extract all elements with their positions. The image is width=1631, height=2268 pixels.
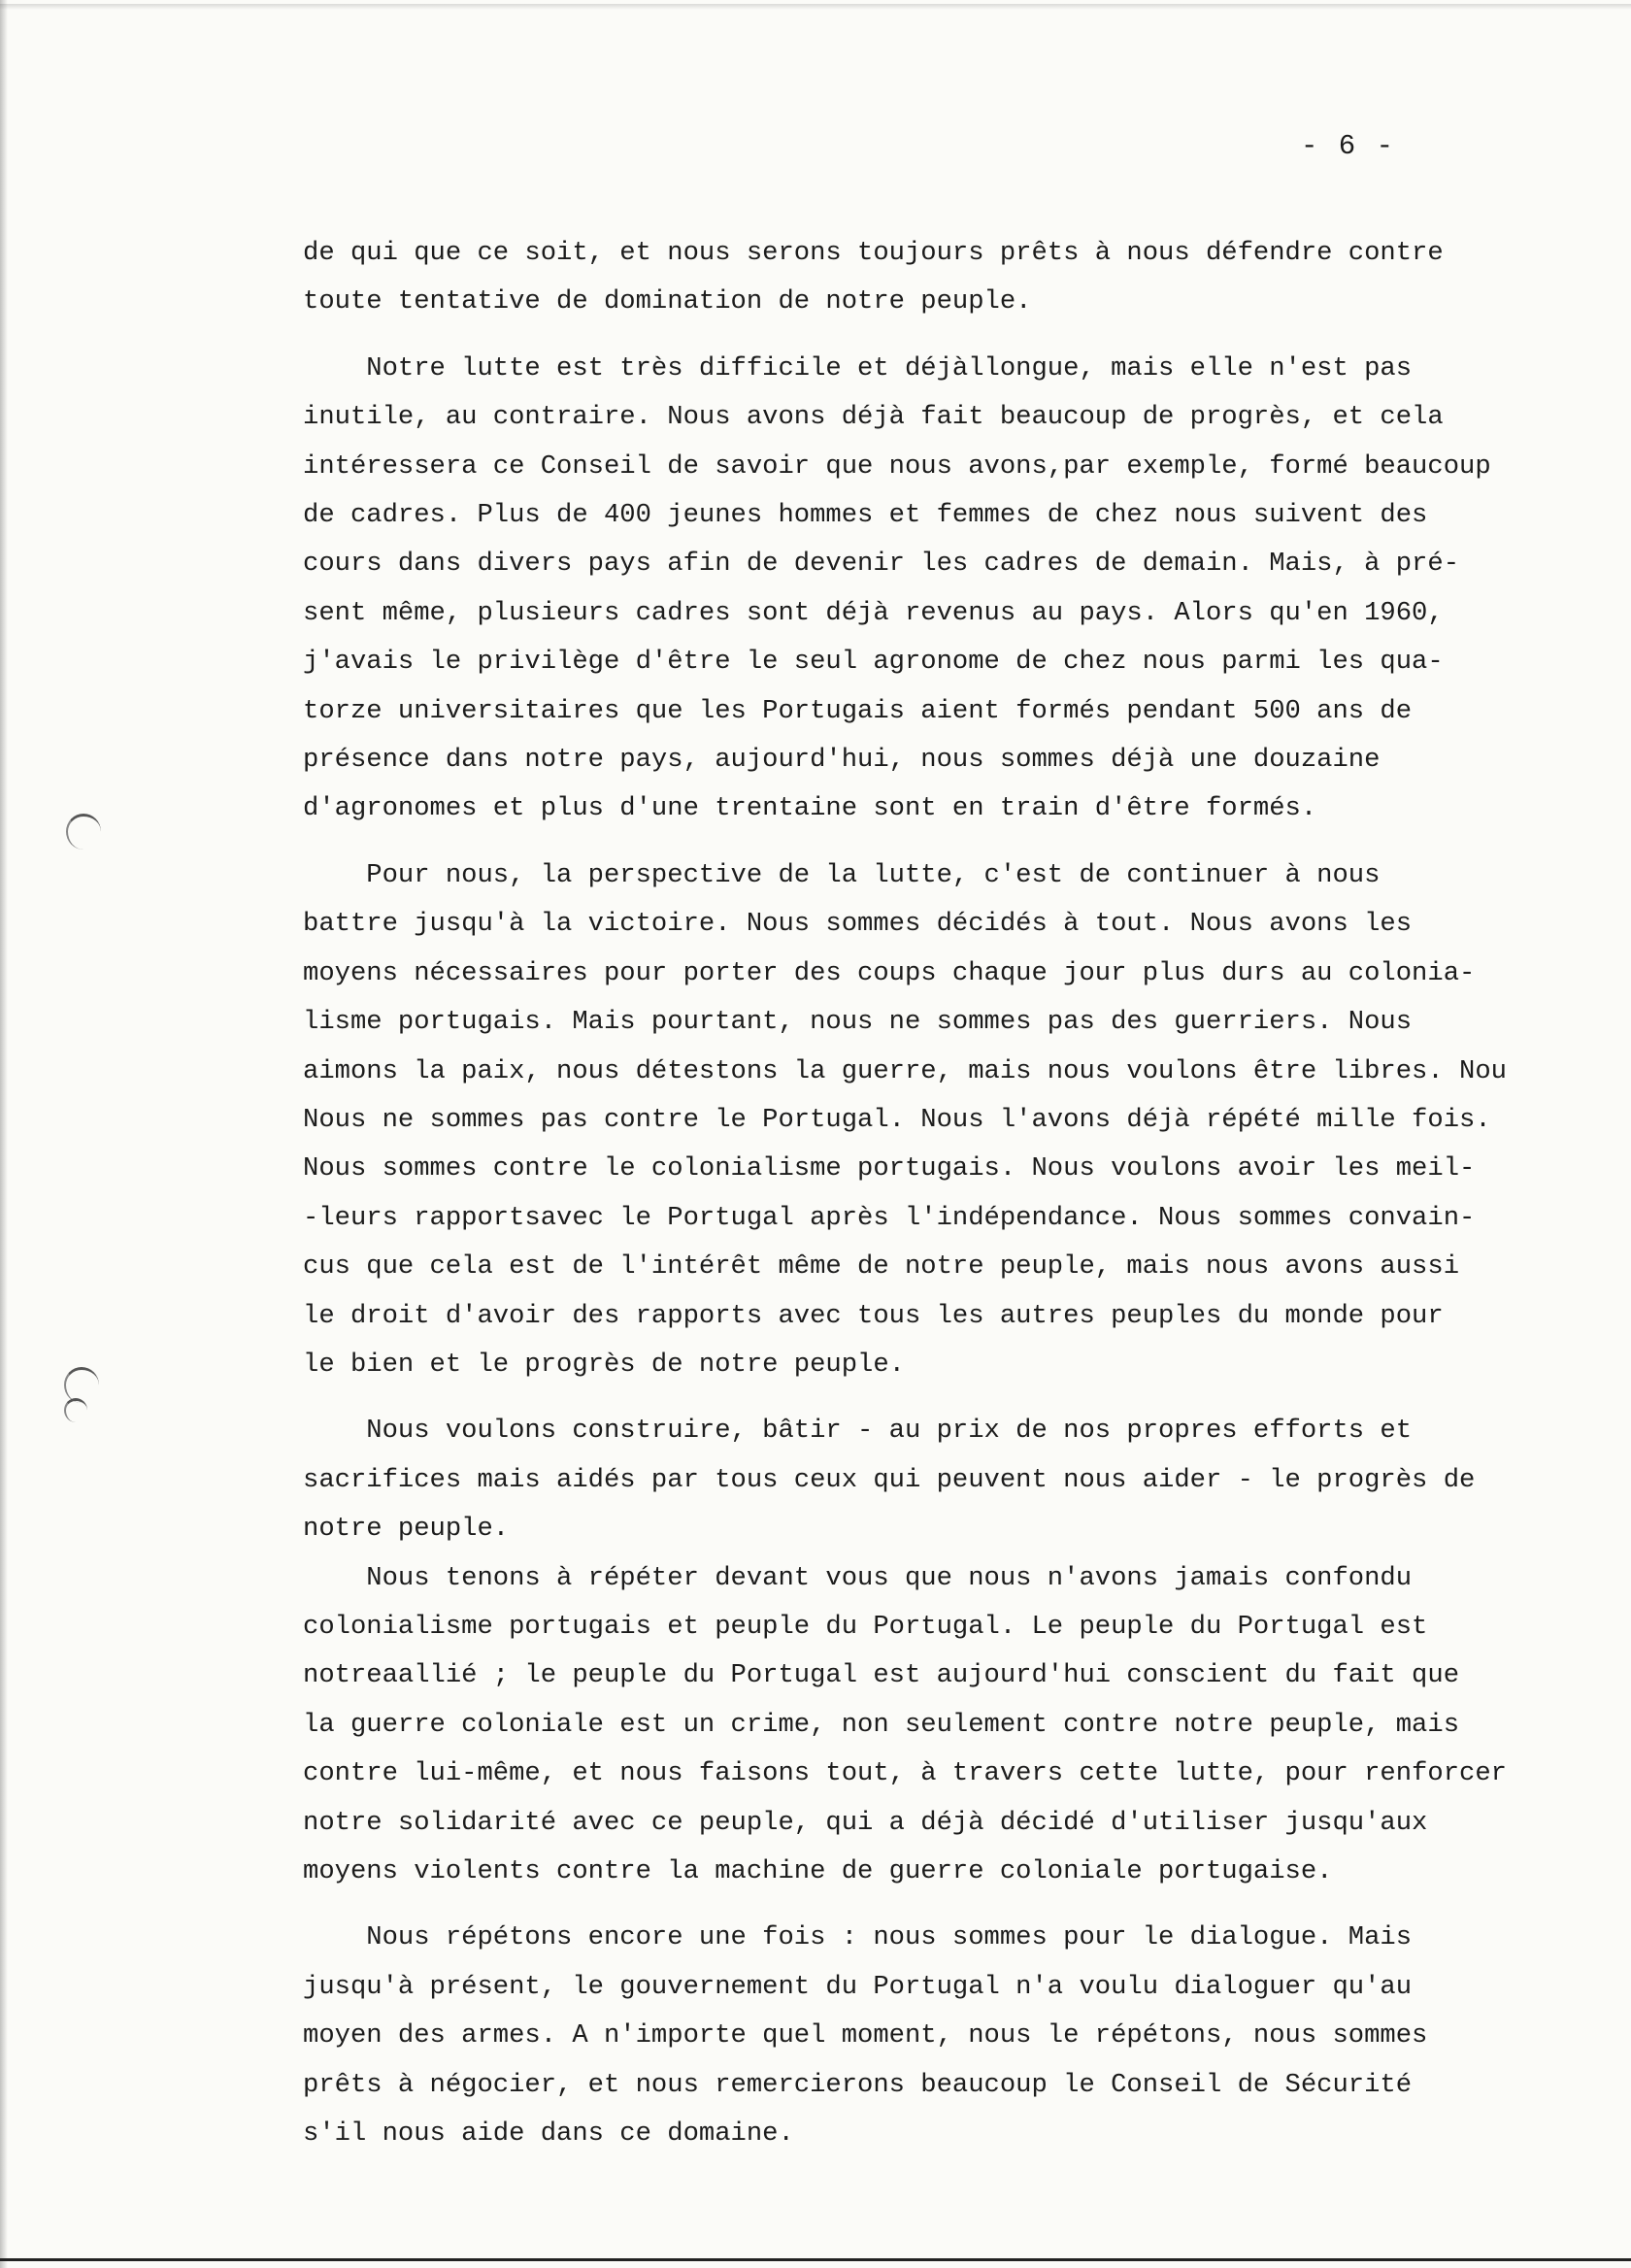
text-line: Nous tenons à répéter devant vous que nous n'avons jamais confondu	[303, 1562, 1413, 1593]
text-line: jusqu'à présent, le gouvernement du Portugal n'a voulu dialoguer qu'au	[303, 1971, 1413, 2002]
paragraph	[303, 345, 1604, 834]
text-line: cus que cela est de l'intérêt même de notre peuple, mais nous avons aussi	[303, 1251, 1460, 1283]
text-line: Notre lutte est très difficile et déjàllongue, mais elle n'est pas	[303, 352, 1413, 384]
text-line: toute tentative de domination de notre peuple.	[303, 286, 1032, 317]
text-line: cours dans divers pays afin de devenir les cadres de demain. Mais, à pré-	[303, 549, 1460, 580]
document-body	[303, 229, 1604, 2176]
text-line: de cadres. Plus de 400 jeunes hommes et femmes de chez nous suivent des	[303, 500, 1428, 531]
text-line: notre solidarité avec ce peuple, qui a déjà décidé d'utiliser jusqu'aux	[303, 1807, 1428, 1838]
scan-edge-top	[0, 4, 1631, 10]
text-line: de qui que ce soit, et nous serons toujours prêts à nous défendre contre	[303, 238, 1444, 268]
text-line: Nous voulons construire, bâtir - au prix de nos propres efforts et	[303, 1416, 1413, 1447]
paragraph	[303, 229, 1604, 327]
text-line: Nous ne sommes pas contre le Portugal. Nous l'avons déjà répété mille fois.	[303, 1104, 1491, 1135]
text-line: Nous sommes contre le colonialisme portugais. Nous voulons avoir les meil-	[303, 1153, 1476, 1184]
paragraph	[303, 1407, 1604, 1553]
text-line: intéressera ce Conseil de savoir que nous avons,par exemple, formé beaucoup	[303, 450, 1491, 482]
text-line: moyen des armes. A n'importe quel moment, nous le répétons, nous sommes	[303, 2020, 1428, 2051]
text-line: moyens nécessaires pour porter des coups chaque jour plus durs au colonia-	[303, 957, 1476, 988]
text-line: lisme portugais. Mais pourtant, nous ne sommes pas des guerriers. Nous	[303, 1007, 1413, 1038]
text-line: aimons la paix, nous détestons la guerre, mais nous voulons être libres. Nou	[303, 1055, 1507, 1086]
text-line: notreaallié ; le peuple du Portugal est aujourd'hui conscient du fait que	[303, 1660, 1460, 1691]
text-line: torze universitaires que les Portugais aient formés pendant 500 ans de	[303, 695, 1413, 726]
paragraph	[303, 1554, 1604, 1897]
text-line: battre jusqu'à la victoire. Nous sommes décidés à tout. Nous avons les	[303, 909, 1413, 940]
text-line: d'agronomes et plus d'une trentaine sont en train d'être formés.	[303, 793, 1317, 824]
punch-hole-mark	[64, 1367, 99, 1403]
page-number: - 6 -	[1301, 130, 1396, 162]
text-line: le droit d'avoir des rapports avec tous les autres peuples du monde pour	[303, 1300, 1444, 1331]
text-line: moyens violents contre la machine de guerre coloniale portugaise.	[303, 1856, 1333, 1886]
scan-edge-bottom	[0, 2258, 1631, 2261]
text-line: notre peuple.	[303, 1514, 510, 1545]
text-line: inutile, au contraire. Nous avons déjà fait beaucoup de progrès, et cela	[303, 402, 1444, 433]
paragraph	[303, 1914, 1604, 2158]
text-line: le bien et le progrès de notre peuple.	[303, 1349, 905, 1380]
text-line: sacrifices mais aidés par tous ceux qui peuvent nous aider - le progrès de	[303, 1464, 1476, 1495]
text-line: contre lui-même, et nous faisons tout, à travers cette lutte, pour renforcer	[303, 1758, 1507, 1789]
text-line: la guerre coloniale est un crime, non seulement contre notre peuple, mais	[303, 1709, 1460, 1740]
text-line: présence dans notre pays, aujourd'hui, nous sommes déjà une douzaine	[303, 745, 1381, 776]
text-line: colonialisme portugais et peuple du Portugal. Le peuple du Portugal est	[303, 1611, 1428, 1642]
text-line: j'avais le privilège d'être le seul agronome de chez nous parmi les qua-	[303, 647, 1444, 678]
punch-hole-mark	[66, 814, 101, 850]
text-line: -leurs rapportsavec le Portugal après l'indépendance. Nous sommes convain-	[303, 1202, 1476, 1233]
paragraph	[303, 851, 1604, 1389]
scan-edge-left	[0, 0, 8, 2268]
text-line: sent même, plusieurs cadres sont déjà revenus au pays. Alors qu'en 1960,	[303, 597, 1444, 628]
text-line: Pour nous, la perspective de la lutte, c'est de continuer à nous	[303, 859, 1381, 890]
text-line: s'il nous aide dans ce domaine.	[303, 2118, 794, 2150]
text-line: prêts à négocier, et nous remercierons beaucoup le Conseil de Sécurité	[303, 2069, 1413, 2100]
text-line: Nous répétons encore une fois : nous sommes pour le dialogue. Mais	[303, 1922, 1413, 1953]
punch-hole-mark	[64, 1398, 87, 1422]
